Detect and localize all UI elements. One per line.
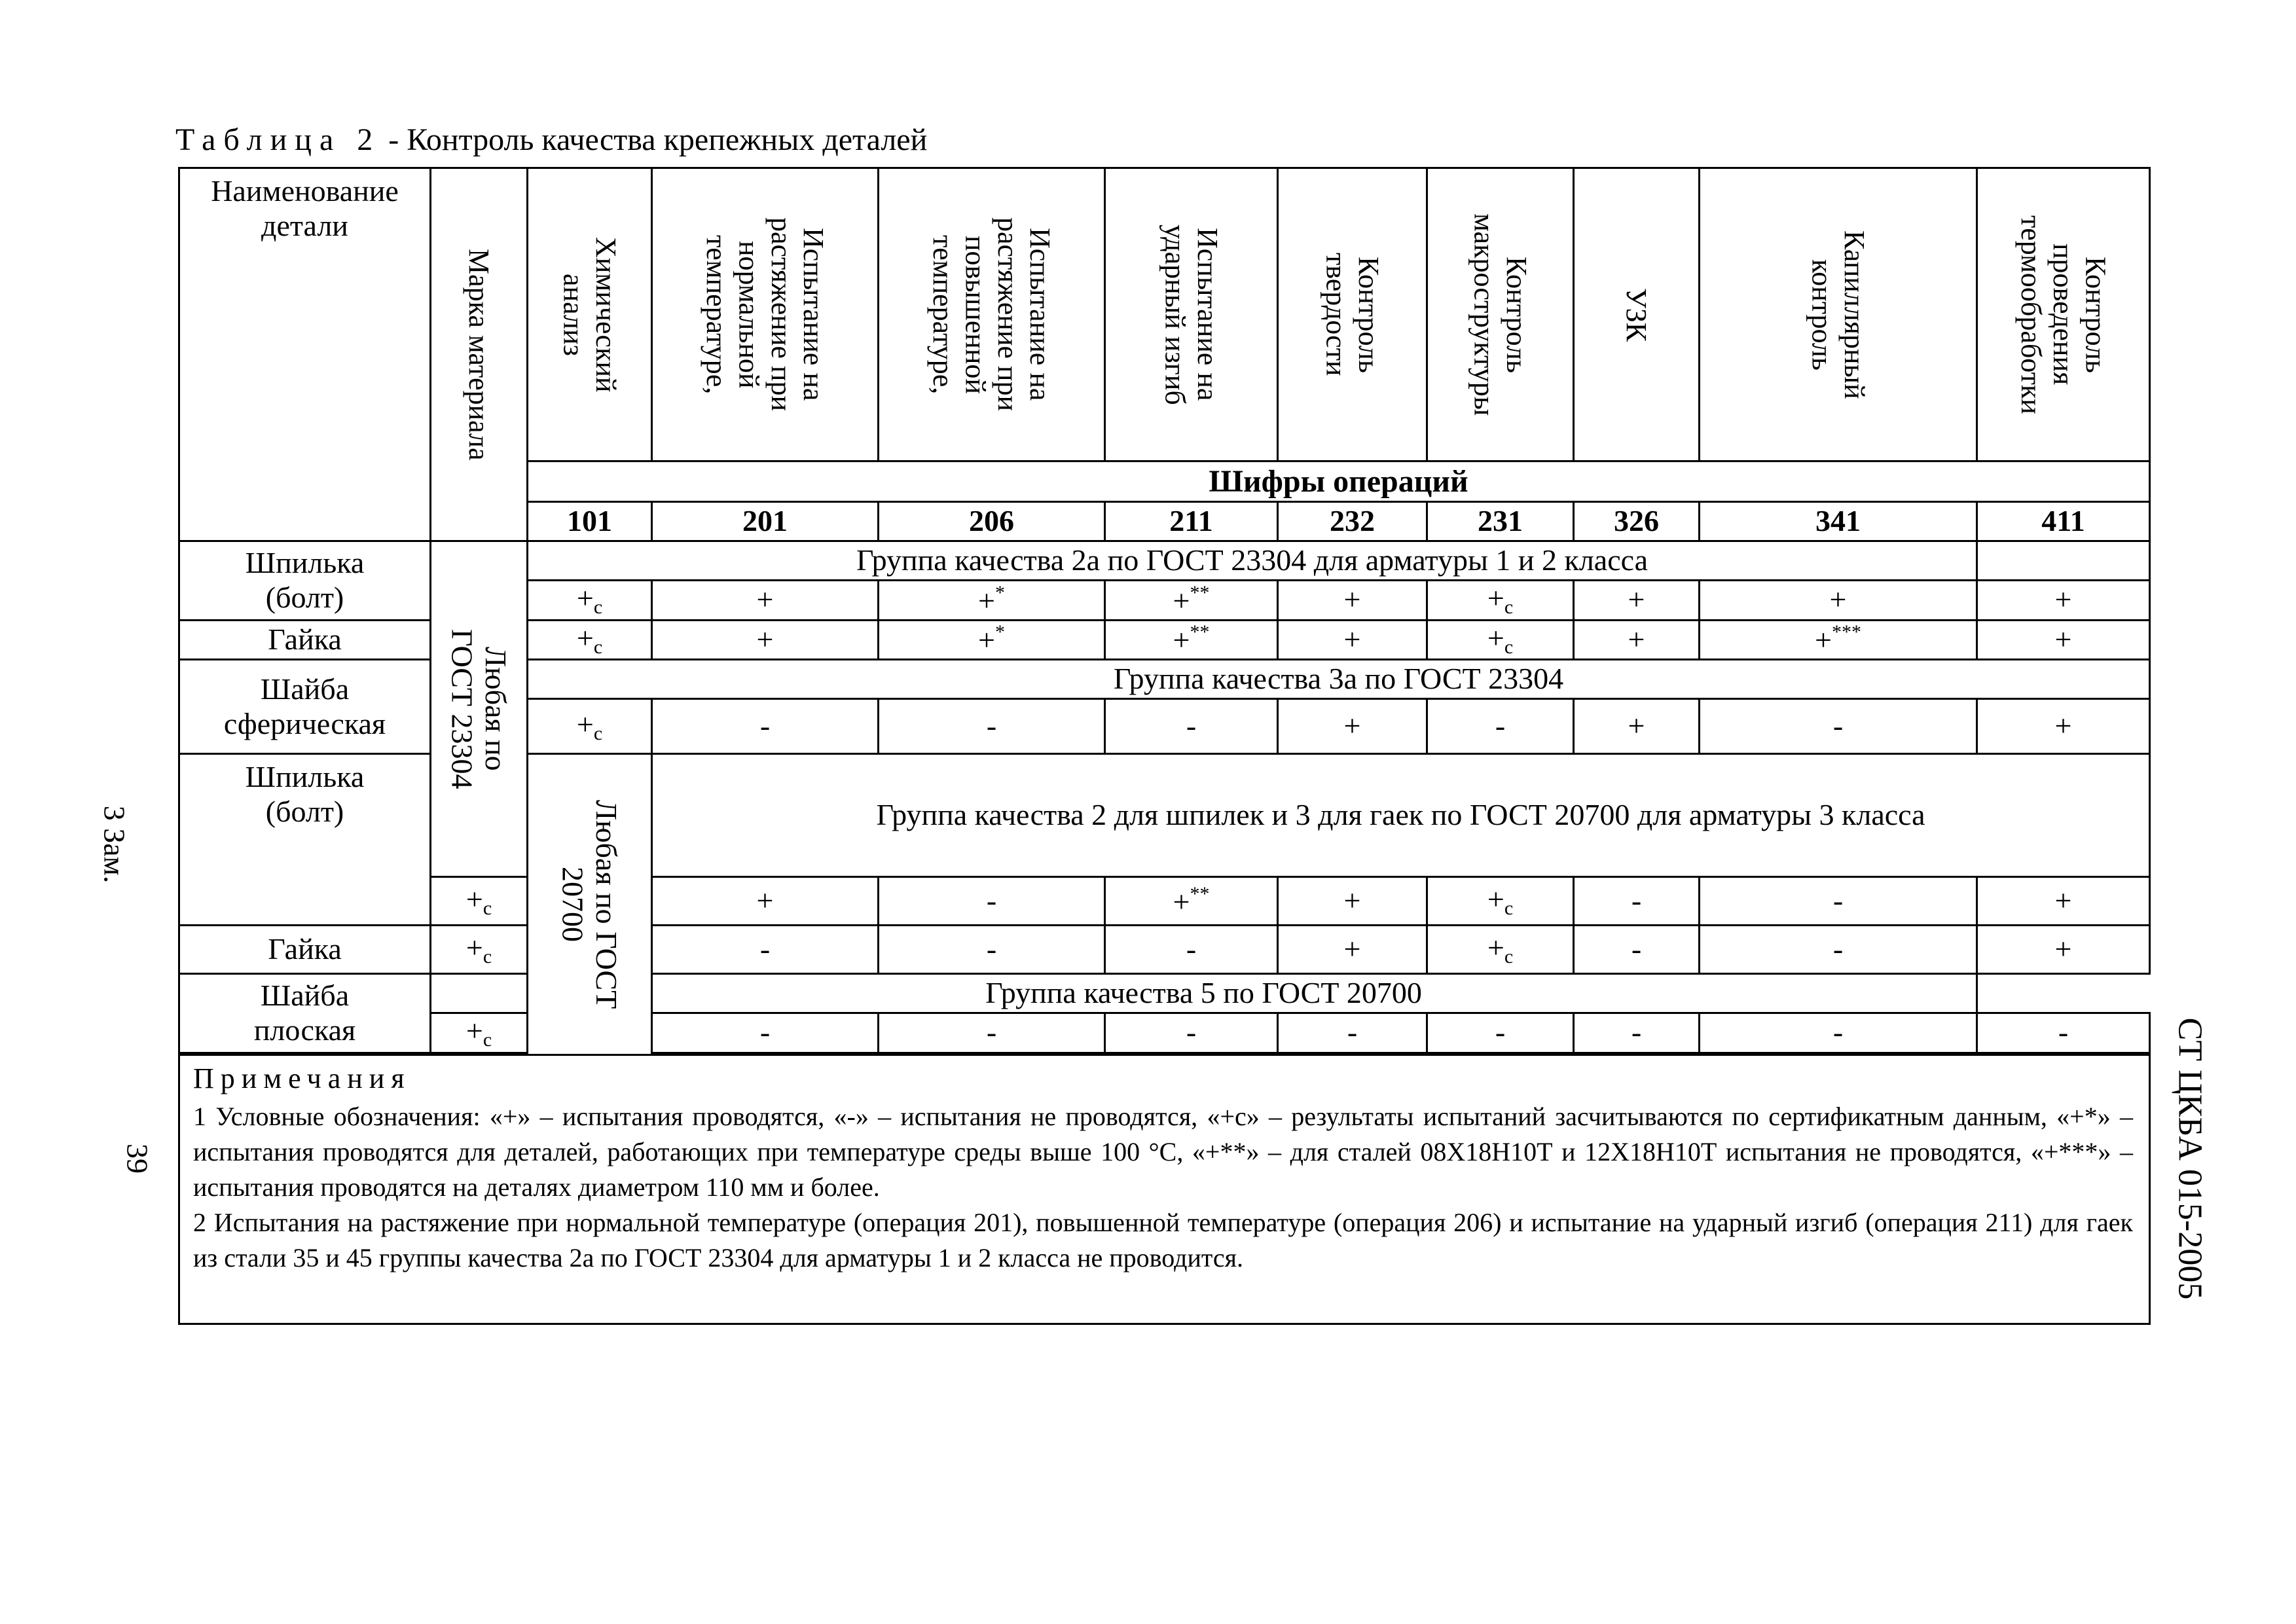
mark-plus: + — [1278, 699, 1427, 754]
mark-plus-c — [528, 699, 652, 754]
code-cell: 211 — [1105, 502, 1278, 541]
notes-block — [179, 1055, 2150, 1324]
mark-plus-c — [1427, 926, 1574, 974]
mark: + — [1173, 623, 1190, 657]
document-id: СТ ЦКБА 015-2005 — [2171, 1017, 2209, 1300]
table-caption — [175, 124, 927, 156]
quality-control-table — [178, 167, 2151, 1325]
mark: + — [465, 1014, 483, 1047]
header-material-label: Марка материала — [463, 248, 496, 461]
op-label: Испытание на ударный изгиб — [1159, 224, 1224, 405]
mark-minus: - — [652, 1013, 879, 1053]
mark-sup: * — [994, 621, 1005, 643]
mark-minus: - — [652, 926, 879, 974]
mark-sup: *** — [1831, 621, 1861, 643]
op-label: Испытание на растяжение при нормальной температуре, — [701, 217, 830, 412]
empty-cell — [1977, 541, 2150, 581]
mark-sub: c — [483, 1029, 492, 1051]
mark-plus: + — [1977, 620, 2150, 660]
mark-plus-c — [431, 877, 528, 926]
note-2: 2 Испытания на растяжение при нормальной температуре (операция 201), повышенной температуре (операция 206) и испытание на ударный изгиб (операция 211) для гаек из стали 35 и 45 группы качества 2а по ГОСТ 23304 для арматуры 1 и 2 класса не проводится. — [193, 1208, 2133, 1273]
code-cell: 206 — [879, 502, 1105, 541]
header-op-101 — [528, 168, 652, 461]
mark-plus: + — [652, 581, 879, 621]
mark-minus: - — [1700, 877, 1977, 926]
mark-minus: - — [1278, 1013, 1427, 1053]
mark-plus-star — [879, 581, 1105, 621]
part-nut-1: Гайка — [179, 620, 431, 660]
part-washer-spherical — [179, 660, 431, 754]
mark-plus: + — [1278, 620, 1427, 660]
code-cell: 411 — [1977, 502, 2150, 541]
mark-plus-star3 — [1700, 620, 1977, 660]
mark-minus: - — [879, 1013, 1105, 1053]
op-label: УЗК — [1620, 287, 1653, 342]
mark: + — [576, 707, 594, 741]
material-23304 — [431, 541, 528, 877]
notes-title: Примечания — [193, 1062, 411, 1094]
header-material — [431, 168, 528, 541]
mark: + — [1487, 930, 1504, 964]
mark-plus: + — [1977, 581, 2150, 621]
mark-plus-star2 — [1105, 581, 1278, 621]
mark-minus: - — [1700, 926, 1977, 974]
mark-sup: ** — [1190, 581, 1210, 604]
mark-plus-star2 — [1105, 620, 1278, 660]
header-op-326 — [1574, 168, 1700, 461]
code-cell: 201 — [652, 502, 879, 541]
material-label: Любая по ГОСТ 23304 — [445, 628, 513, 789]
mark-plus-c — [1427, 581, 1574, 621]
mark: + — [1173, 583, 1190, 617]
part-stud-2 — [179, 754, 431, 926]
group-row: Группа качества 2 для шпилек и 3 для гаек по ГОСТ 20700 для арматуры 3 класса — [652, 754, 2150, 877]
mark: + — [576, 581, 594, 615]
part-label: Шайба плоская — [253, 978, 356, 1047]
op-label: Контроль макроструктуры — [1468, 213, 1533, 416]
code-cell: 101 — [528, 502, 652, 541]
mark-plus: + — [1278, 926, 1427, 974]
mark: + — [1487, 581, 1504, 615]
mark-minus: - — [1574, 877, 1700, 926]
mark: + — [1487, 621, 1504, 655]
mark-minus: - — [652, 699, 879, 754]
header-name — [179, 168, 431, 541]
mark-minus: - — [879, 926, 1105, 974]
mark-minus: - — [1105, 926, 1278, 974]
mark: + — [1487, 882, 1504, 916]
mark: + — [978, 583, 995, 617]
mark-plus: + — [1574, 620, 1700, 660]
header-op-411 — [1977, 168, 2150, 461]
mark-sub: c — [483, 897, 492, 919]
part-stud-1 — [179, 541, 431, 621]
mark-plus-star2 — [1105, 877, 1278, 926]
mark-sub: c — [483, 945, 492, 967]
mark-minus: - — [1427, 699, 1574, 754]
mark-sup: * — [994, 581, 1005, 604]
mark-plus: + — [1574, 581, 1700, 621]
group-row: Группа качества 2а по ГОСТ 23304 для арматуры 1 и 2 класса — [528, 541, 1977, 581]
mark-minus: - — [1574, 1013, 1700, 1053]
mark: + — [576, 621, 594, 655]
mark-plus: + — [1977, 877, 2150, 926]
header-op-231 — [1427, 168, 1574, 461]
mark-plus-c — [1427, 877, 1574, 926]
mark: + — [1173, 884, 1190, 918]
header-op-232 — [1278, 168, 1427, 461]
code-cell: 326 — [1574, 502, 1700, 541]
op-label: Контроль твердости — [1320, 253, 1385, 376]
mark-sub: c — [1504, 596, 1514, 618]
mark-minus: - — [879, 877, 1105, 926]
header-name-label: Наименование детали — [211, 174, 399, 242]
mark-plus: + — [1278, 581, 1427, 621]
mark-sub: c — [1504, 945, 1514, 967]
mark-minus: - — [1700, 699, 1977, 754]
mark: + — [978, 623, 995, 657]
mark-plus: + — [652, 877, 879, 926]
op-label: Контроль проведения термообработки — [2014, 215, 2112, 414]
mark-plus-c — [431, 926, 528, 974]
part-nut-2: Гайка — [179, 926, 431, 974]
mark-sup: ** — [1190, 621, 1210, 643]
part-label: Шпилька (болт) — [245, 545, 365, 614]
page-number: 39 — [120, 1144, 155, 1174]
mark-plus: + — [1700, 581, 1977, 621]
note-1: 1 Условные обозначения: «+» – испытания проводятся, «-» – испытания не проводятся, «+c» – результаты испытаний засчитываются по сертификатным данным, «+*» – испытания проводятся для деталей, работающих при температуре среды выше 100 °С, «+**» – для сталей 08Х18Н10Т и 12Х18Н10Т испытания не проводятся, «+***» – испытания проводятся на деталях диаметром 110 мм и более. — [193, 1102, 2133, 1202]
header-op-206 — [879, 168, 1105, 461]
op-label: Химический анализ — [557, 236, 622, 393]
mark-sub: c — [593, 596, 603, 618]
part-label: Шайба сферическая — [223, 672, 386, 740]
caption-prefix: Таблица 2 — [175, 122, 381, 157]
mark-minus: - — [1105, 1013, 1278, 1053]
mark-plus: + — [1574, 699, 1700, 754]
mark-sub: c — [593, 636, 603, 658]
part-washer-flat — [179, 974, 431, 1053]
mark-minus: - — [1427, 1013, 1574, 1053]
part-label: Шпилька (болт) — [245, 760, 365, 828]
mark-minus: - — [1105, 699, 1278, 754]
code-cell: 341 — [1700, 502, 1977, 541]
mark-plus-c — [528, 620, 652, 660]
change-note: 3 Зам. — [98, 805, 132, 884]
mark-plus-star — [879, 620, 1105, 660]
mark-minus: - — [1574, 926, 1700, 974]
mark-sub: c — [1504, 897, 1514, 919]
mark-plus: + — [652, 620, 879, 660]
op-label: Капиллярный контроль — [1806, 230, 1870, 399]
header-op-201 — [652, 168, 879, 461]
mark-plus-c — [1427, 620, 1574, 660]
group-row: Группа качества 5 по ГОСТ 20700 — [431, 974, 1977, 1013]
header-op-341 — [1700, 168, 1977, 461]
code-cell: 232 — [1278, 502, 1427, 541]
mark: + — [1815, 623, 1832, 657]
mark-sup: ** — [1190, 882, 1210, 905]
mark-minus: - — [1977, 1013, 2150, 1053]
caption-text: - Контроль качества крепежных деталей — [388, 122, 928, 157]
mark-plus: + — [1977, 699, 2150, 754]
group-row: Группа качества 3а по ГОСТ 23304 — [528, 660, 2150, 699]
mark-plus-c — [528, 581, 652, 621]
header-op-211 — [1105, 168, 1278, 461]
mark-sub: c — [593, 722, 603, 744]
mark-minus: - — [879, 699, 1105, 754]
code-cell: 231 — [1427, 502, 1574, 541]
mark-plus-c — [431, 1013, 528, 1053]
mark: + — [465, 882, 483, 916]
mark: + — [465, 930, 483, 964]
mark-plus: + — [1278, 877, 1427, 926]
op-label: Испытание на растяжение при повышенной температуре, — [927, 217, 1057, 412]
mark-plus: + — [1977, 926, 2150, 974]
mark-sub: c — [1504, 636, 1514, 658]
codes-title: Шифры операций — [528, 461, 2150, 502]
material-label: Любая по ГОСТ 20700 — [556, 799, 624, 1009]
mark-minus: - — [1700, 1013, 1977, 1053]
